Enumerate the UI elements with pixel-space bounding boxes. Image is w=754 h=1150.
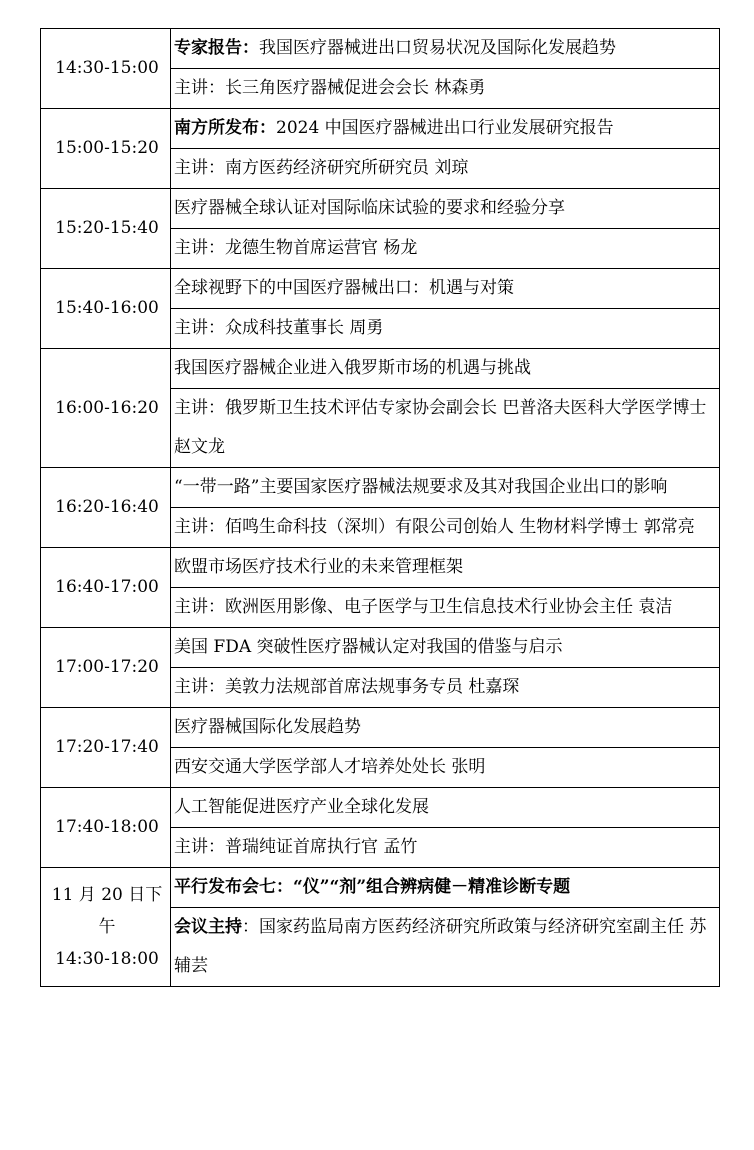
session-topic: 医疗器械全球认证对国际临床试验的要求和经验分享 — [171, 189, 720, 229]
host-text: ：国家药监局南方医药经济研究所政策与经济研究室副主任 苏辅芸 — [174, 917, 707, 976]
table-row — [41, 468, 720, 508]
session-topic — [171, 109, 720, 149]
session-speaker: 主讲：美敦力法规部首席法规事务专员 杜嘉琛 — [171, 668, 720, 708]
session-time: 16:40-17:00 — [41, 548, 171, 628]
final-session-hours: 14:30-18:00 — [55, 949, 159, 969]
session-topic: 人工智能促进医疗产业全球化发展 — [171, 788, 720, 828]
session-time: 17:00-17:20 — [41, 628, 171, 708]
table-row — [41, 189, 720, 229]
session-topic: 我国医疗器械企业进入俄罗斯市场的机遇与挑战 — [171, 349, 720, 389]
schedule-table — [40, 28, 720, 987]
session-speaker: 主讲：南方医药经济研究所研究员 刘琼 — [171, 149, 720, 189]
session-topic: 全球视野下的中国医疗器械出口：机遇与对策 — [171, 269, 720, 309]
table-row — [41, 788, 720, 828]
session-time: 15:40-16:00 — [41, 269, 171, 349]
session-time: 15:00-15:20 — [41, 109, 171, 189]
session-speaker: 主讲：龙德生物首席运营官 杨龙 — [171, 229, 720, 269]
table-row — [41, 269, 720, 309]
session-speaker: 主讲：普瑞纯证首席执行官 孟竹 — [171, 828, 720, 868]
final-session-time — [41, 868, 171, 987]
session-time: 15:20-15:40 — [41, 189, 171, 269]
session-topic — [171, 29, 720, 69]
table-row — [41, 29, 720, 69]
session-speaker: 主讲：俄罗斯卫生技术评估专家协会副会长 巴普洛夫医科大学医学博士 赵文龙 — [171, 389, 720, 468]
table-row — [41, 868, 720, 908]
session-time: 17:20-17:40 — [41, 708, 171, 788]
session-topic: 美国 FDA 突破性医疗器械认定对我国的借鉴与启示 — [171, 628, 720, 668]
host-label: 会议主持 — [174, 917, 242, 937]
session-speaker: 西安交通大学医学部人才培养处处长 张明 — [171, 748, 720, 788]
session-time: 16:20-16:40 — [41, 468, 171, 548]
session-speaker: 主讲：长三角医疗器械促进会会长 林森勇 — [171, 69, 720, 109]
session-topic: 欧盟市场医疗技术行业的未来管理框架 — [171, 548, 720, 588]
session-topic-text: 我国医疗器械进出口贸易状况及国际化发展趋势 — [259, 38, 616, 58]
final-session-date: 11 月 20 日下午 — [51, 885, 163, 937]
session-speaker: 主讲：佰鸣生命科技（深圳）有限公司创始人 生物材料学博士 郭常亮 — [171, 508, 720, 548]
table-row — [41, 349, 720, 389]
table-row — [41, 628, 720, 668]
session-label: 专家报告： — [174, 38, 259, 58]
session-time: 16:00-16:20 — [41, 349, 171, 468]
final-session-host — [171, 908, 720, 987]
session-time: 14:30-15:00 — [41, 29, 171, 109]
session-speaker: 主讲：众成科技董事长 周勇 — [171, 309, 720, 349]
session-speaker: 主讲：欧洲医用影像、电子医学与卫生信息技术行业协会主任 袁洁 — [171, 588, 720, 628]
table-row — [41, 109, 720, 149]
final-session-title: 平行发布会七：“仪”“剂”组合辨病健－精准诊断专题 — [171, 868, 720, 908]
table-row — [41, 708, 720, 748]
session-topic: 医疗器械国际化发展趋势 — [171, 708, 720, 748]
session-label: 南方所发布： — [174, 118, 276, 138]
session-topic-text: 2024 中国医疗器械进出口行业发展研究报告 — [276, 118, 614, 138]
session-topic: “一带一路”主要国家医疗器械法规要求及其对我国企业出口的影响 — [171, 468, 720, 508]
session-time: 17:40-18:00 — [41, 788, 171, 868]
table-row — [41, 548, 720, 588]
